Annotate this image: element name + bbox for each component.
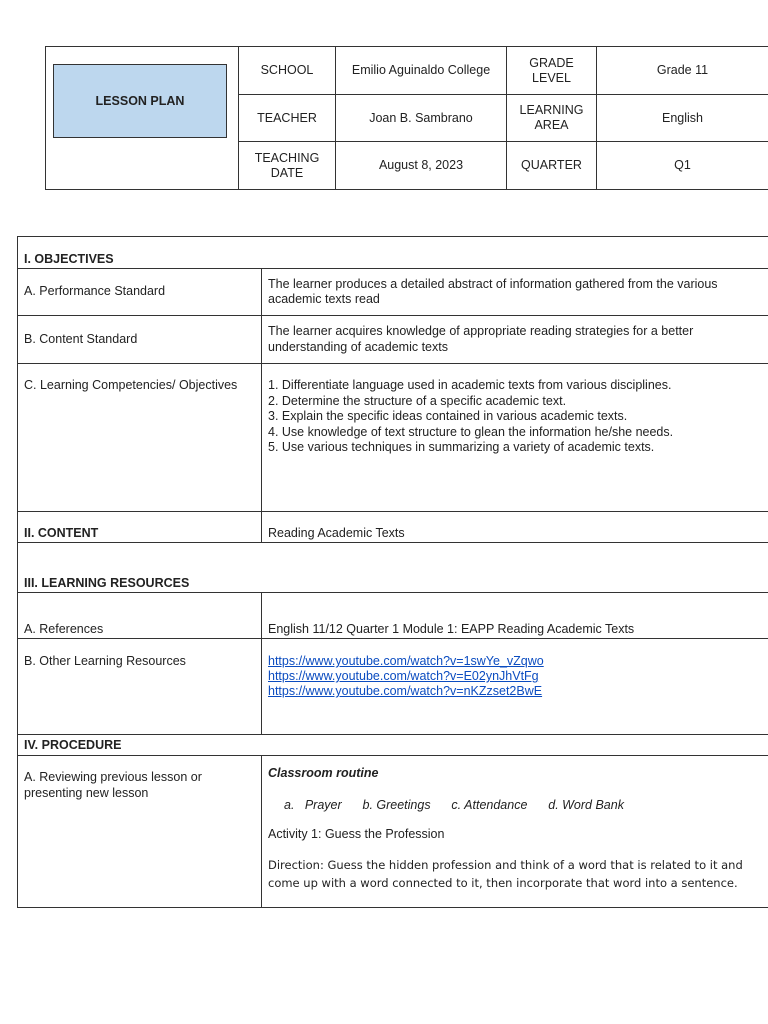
references-text: English 11/12 Quarter 1 Module 1: EAPP Reading Academic Texts: [262, 593, 768, 639]
reviewing-lesson-cell: [262, 756, 768, 908]
lesson-plan-title: LESSON PLAN: [53, 64, 227, 138]
activity-title: Activity 1: Guess the Profession: [268, 827, 445, 841]
lesson-plan-body-table: [17, 236, 768, 908]
quarter-label: QUARTER: [507, 142, 597, 190]
learning-resources-heading: III. LEARNING RESOURCES: [18, 543, 768, 593]
reviewing-lesson-label: A. Reviewing previous lesson or presenting new lesson: [18, 756, 262, 908]
grade-level-value: Grade 11: [597, 47, 768, 95]
competencies-list: [268, 378, 762, 456]
competency-item: 4. Use knowledge of text structure to glean the information he/she needs.: [268, 424, 674, 439]
teaching-date-value: August 8, 2023: [336, 142, 507, 190]
procedure-heading: IV. PROCEDURE: [18, 735, 768, 756]
resource-link[interactable]: https://www.youtube.com/watch?v=1swYe_vZqwo: [268, 654, 544, 668]
content-standard-label: B. Content Standard: [18, 316, 262, 364]
school-label: SCHOOL: [239, 47, 336, 95]
quarter-value: Q1: [597, 142, 768, 190]
content-text: Reading Academic Texts: [262, 512, 768, 543]
resource-link[interactable]: https://www.youtube.com/watch?v=nKZzset2BwE: [268, 684, 543, 698]
teaching-date-label: TEACHING DATE: [239, 142, 336, 190]
lesson-plan-header-table: [45, 46, 768, 190]
classroom-routine-title: Classroom routine: [268, 766, 379, 780]
teacher-value: Joan B. Sambrano: [336, 95, 507, 142]
competencies-label: C. Learning Competencies/ Objectives: [18, 364, 262, 512]
performance-standard-text: The learner produces a detailed abstract of information gathered from the various academic texts read: [262, 269, 768, 316]
other-resources-label: B. Other Learning Resources: [18, 639, 262, 735]
lesson-plan-title-cell: [46, 47, 239, 190]
objectives-heading: I. OBJECTIVES: [18, 237, 768, 269]
teacher-label: TEACHER: [239, 95, 336, 142]
competency-item: 3. Explain the specific ideas contained in various academic texts.: [268, 409, 628, 423]
performance-standard-label: A. Performance Standard: [18, 269, 262, 316]
classroom-routine-items: a. Prayer b. Greetings c. Attendance d. Word Bank: [284, 797, 624, 812]
competency-item: 1. Differentiate language used in academic texts from various disciplines.: [268, 378, 672, 392]
competencies-cell: [262, 364, 768, 512]
school-value: Emilio Aguinaldo College: [336, 47, 507, 95]
references-label: A. References: [18, 593, 262, 639]
activity-direction: Direction: Guess the hidden profession and think of a word that is related to it and come up with a word connected to it, then incorporate that word into a sentence.: [268, 857, 743, 890]
competency-item: 5. Use various techniques in summarizing a variety of academic texts.: [268, 440, 655, 454]
learning-area-value: English: [597, 95, 768, 142]
competency-item: 2. Determine the structure of a specific academic text.: [268, 393, 567, 408]
learning-area-label: LEARNING AREA: [507, 95, 597, 142]
resource-link[interactable]: https://www.youtube.com/watch?v=E02ynJhVtFg: [268, 669, 539, 683]
content-heading: II. CONTENT: [18, 512, 262, 543]
other-resources-links: [262, 639, 768, 735]
content-standard-text: The learner acquires knowledge of appropriate reading strategies for a better understanding of academic texts: [262, 316, 768, 364]
grade-level-label: GRADE LEVEL: [507, 47, 597, 95]
